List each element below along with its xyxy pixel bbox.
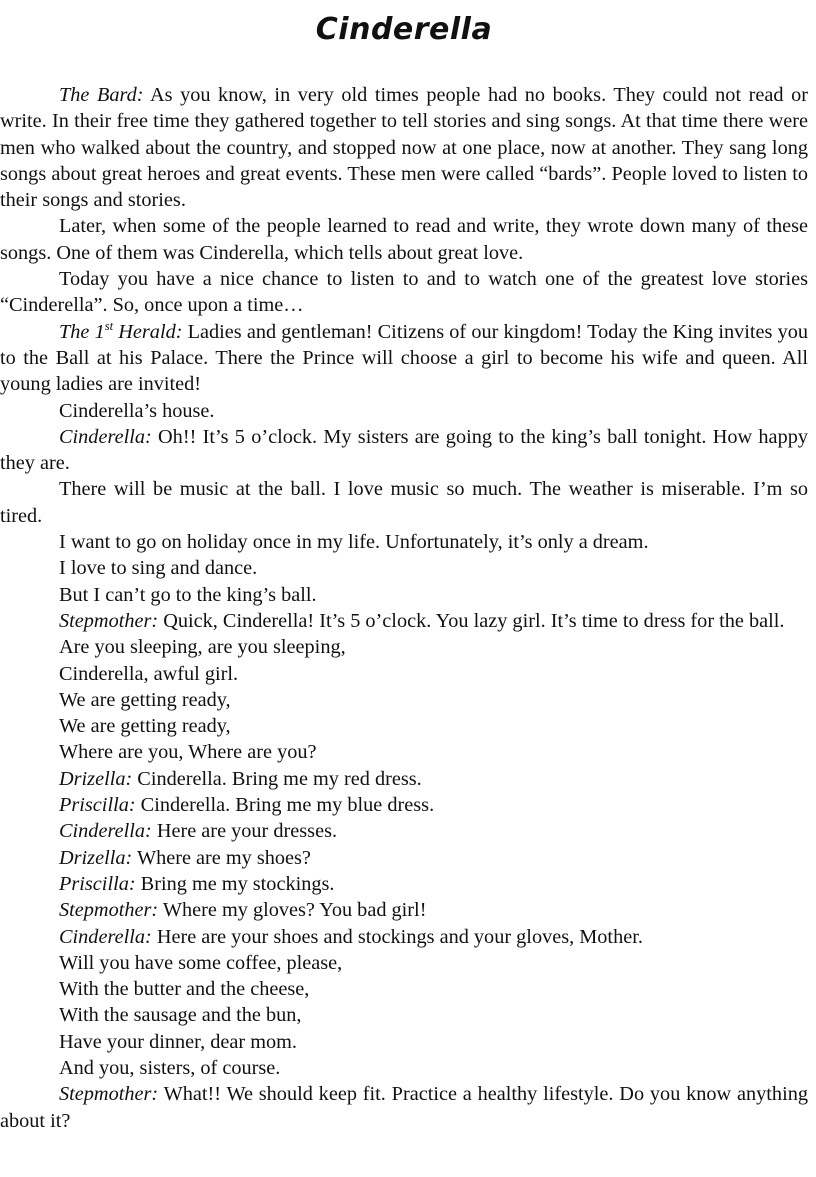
paragraph-text: With the sausage and the bun, [59,1004,302,1027]
paragraph-text: There will be music at the ball. I love music so much. The weather is miserable. I’m so tired. [0,478,808,527]
paragraph-text: As you know, in very old times people had no books. They could not read or write. In their free time they gathered together to tell stories and sing songs. At that time there were men who walked about the country, and stopped now at one place, now at another. They sang long songs about great heroes and great events. These men were called “bards”. People loved to listen to their songs and stories. [0,84,808,212]
paragraph-text: But I can’t go to the king’s ball. [59,583,317,606]
paragraph-text: Cinderella’s house. [59,399,215,422]
paragraph [0,529,808,555]
paragraph-text: Here are your dresses. [151,820,338,843]
paragraph [0,213,808,266]
paragraph [0,582,808,608]
speaker-name: Stepmother: [59,899,159,922]
paragraph [0,266,808,319]
song-line [0,1002,808,1028]
paragraph-text: Later, when some of the people learned to read and write, they wrote down many of these songs. One of them was Cinderella, which tells about great love. [0,215,808,264]
paragraph [0,555,808,581]
song-line [0,1055,808,1081]
paragraph-text: Where my gloves? You bad girl! [158,899,427,922]
paragraph-text: Are you sleeping, are you sleeping, [59,636,346,659]
paragraph-text: And you, sisters, of course. [59,1056,281,1079]
paragraph [0,924,808,950]
paragraph-text: Cinderella. Bring me my red dress. [132,767,422,790]
paragraph-text: Bring me my stockings. [135,872,335,895]
document-page [0,10,816,1177]
song-line [0,739,808,765]
paragraph [0,398,808,424]
song-line [0,1029,808,1055]
paragraph [0,82,808,213]
paragraph-text: Will you have some coffee, please, [59,951,343,974]
song-line [0,687,808,713]
song-line [0,950,808,976]
song-line [0,661,808,687]
paragraph-text: Today you have a nice chance to listen to and to watch one of the greatest love stories “Cinderella”. So, once upon a time… [0,268,808,317]
document-title: Cinderella [315,12,493,47]
paragraph-text: Where are you, Where are you? [59,741,317,764]
paragraph-text: Ladies and gentleman! Citizens of our kingdom! Today the King invites you to the Ball at his Palace. There the Prince will choose a girl to become his wife and queen. All young ladies are invited! [0,320,808,396]
song-line [0,634,808,660]
paragraph-text: I love to sing and dance. [59,557,258,580]
paragraph-text: Cinderella. Bring me my blue dress. [135,794,435,817]
paragraph [0,1081,808,1134]
paragraph-text: We are getting ready, [59,715,231,738]
paragraph [0,871,808,897]
paragraph [0,897,808,923]
speaker-name: Drizella: [59,767,133,790]
speaker-name: Cinderella: [59,820,152,843]
paragraph-text: What!! We should keep fit. Practice a healthy lifestyle. Do you know anything about it? [0,1083,808,1132]
speaker-name: Cinderella: [59,925,152,948]
speaker-name: Stepmother: [59,609,159,632]
song-line [0,976,808,1002]
speaker-name: Stepmother: [59,1083,159,1106]
speaker-name: Priscilla: [59,872,136,895]
speaker-name: Cinderella: [59,425,152,448]
speaker-name: Drizella: [59,846,133,869]
paragraph [0,424,808,477]
paragraph-text: I want to go on holiday once in my life. Unfortunately, it’s only a dream. [59,531,649,554]
speaker-name-part: The 1 [59,320,105,343]
paragraph-text: Where are my shoes? [132,846,311,869]
paragraph [0,608,808,634]
paragraph [0,845,808,871]
paragraph [0,476,808,529]
song-line [0,713,808,739]
paragraph [0,792,808,818]
paragraph-text: Here are your shoes and stockings and your gloves, Mother. [151,925,643,948]
ordinal-superscript: st [104,318,114,333]
paragraph [0,319,808,398]
speaker-name [59,318,183,343]
speaker-name-part: Herald: [113,320,183,343]
speaker-name: The Bard: [59,84,144,106]
paragraph-text: With the butter and the cheese, [59,978,310,1001]
paragraph-text: Oh!! It’s 5 o’clock. My sisters are going to the king’s ball tonight. How happy they are. [0,425,808,475]
paragraph [0,818,808,844]
paragraph [0,766,808,792]
speaker-name: Priscilla: [59,794,136,817]
paragraph-text: Have your dinner, dear mom. [59,1030,297,1053]
paragraph-text: We are getting ready, [59,688,231,711]
paragraph-text: Quick, Cinderella! It’s 5 o’clock. You lazy girl. It’s time to dress for the ball. [158,609,785,632]
paragraph-text: Cinderella, awful girl. [59,662,239,685]
